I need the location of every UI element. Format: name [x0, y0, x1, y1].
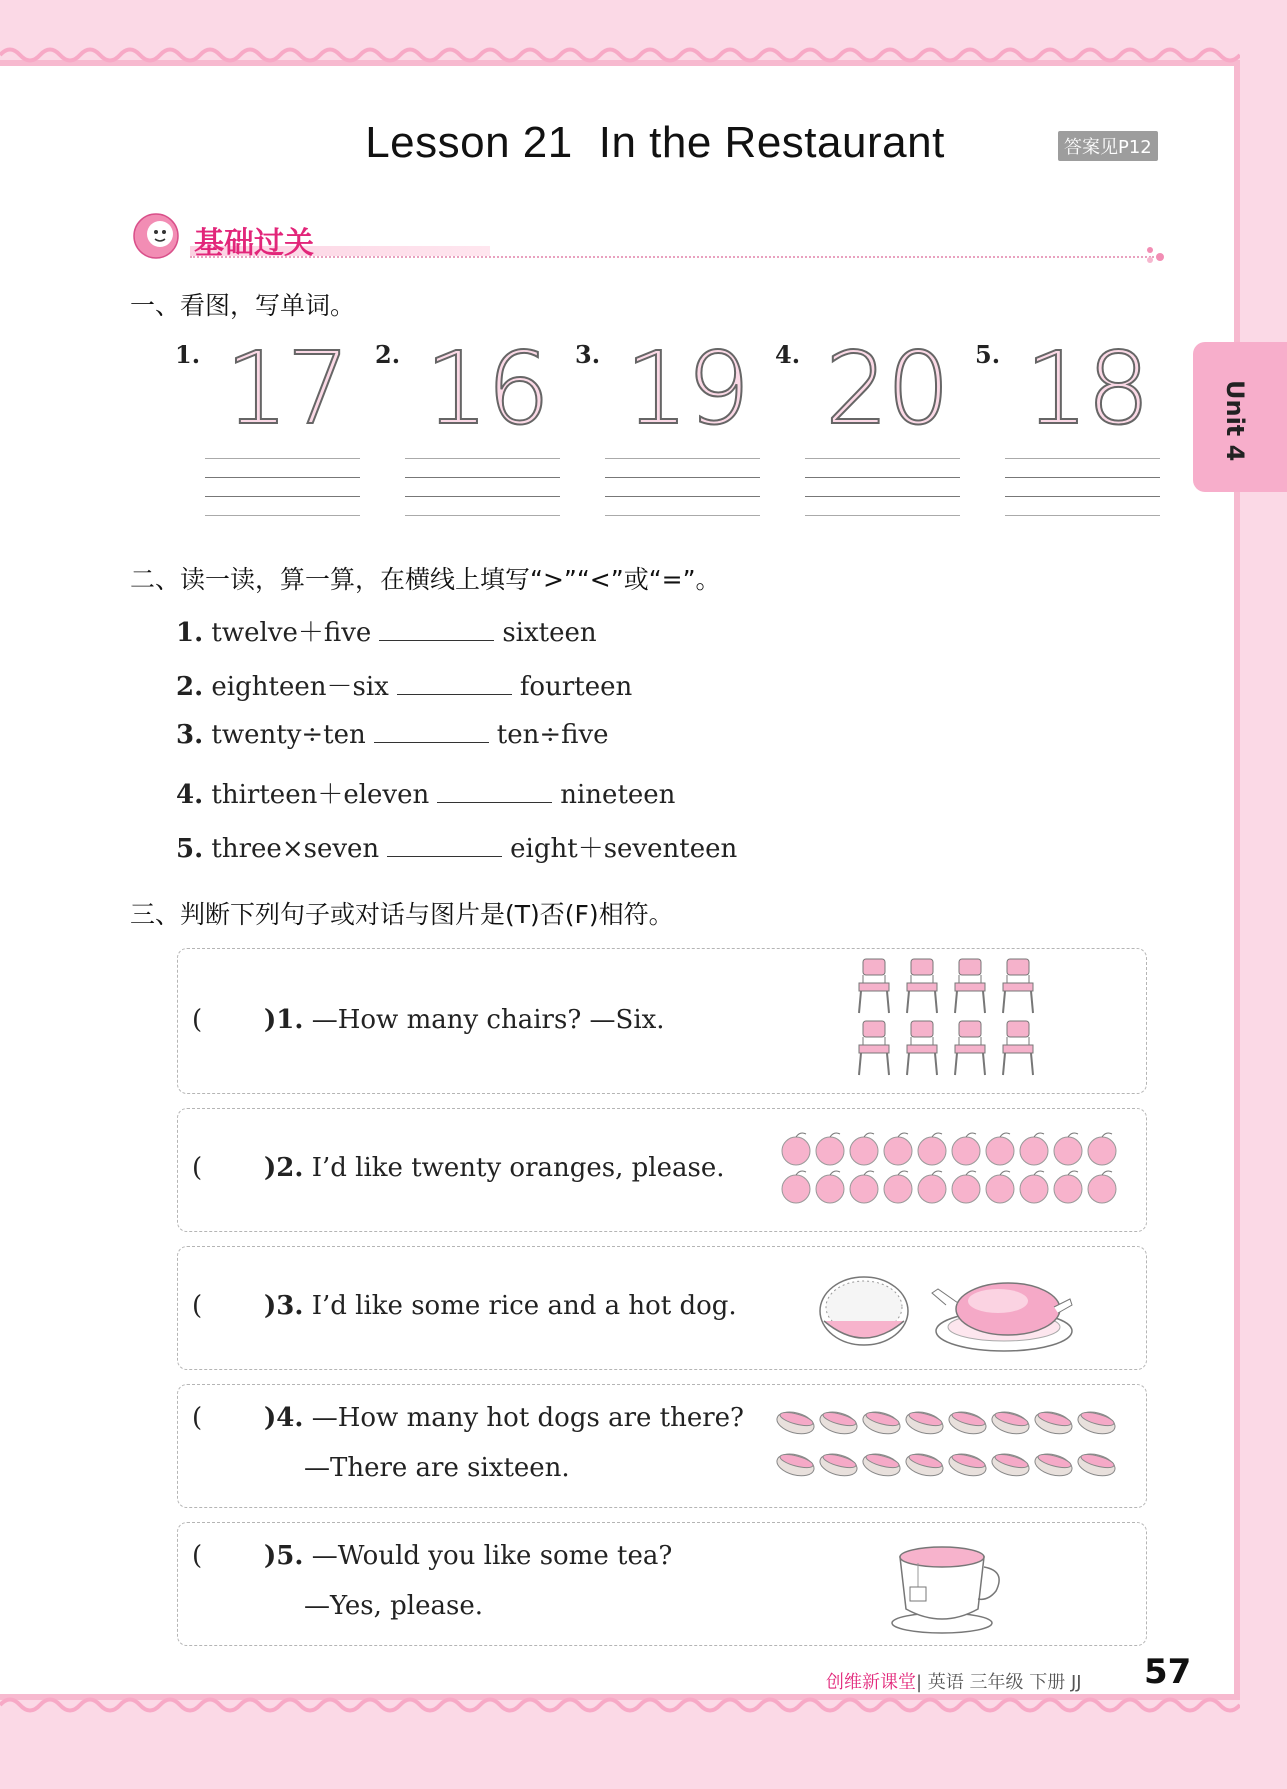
writing-lines[interactable] [405, 458, 560, 534]
answer-reference-badge: 答案见P12 [1058, 131, 1158, 161]
sentence-line: —How many hot dogs are there? [311, 1403, 744, 1433]
hot-dog-icon [1076, 1408, 1118, 1437]
hot-dog-icon [776, 1450, 816, 1479]
number-item [375, 330, 549, 530]
hot-dog-icon [776, 1408, 816, 1437]
chair-icon [907, 959, 937, 1013]
item-label: )2. [264, 1153, 304, 1183]
true-false-item [177, 1108, 1147, 1232]
chair-icon [955, 959, 985, 1013]
hot-dog-icon [947, 1450, 989, 1479]
footer-details: | 英语 三年级 下册 JJ [916, 1672, 1082, 1693]
lesson-name: In the Restaurant [598, 118, 945, 167]
outlined-number: 17 [225, 330, 349, 447]
unit-tab [1193, 342, 1287, 492]
orange-icon [1020, 1171, 1048, 1203]
answer-blank[interactable] [437, 781, 552, 803]
hot-dog-icon [990, 1450, 1032, 1479]
number-item [975, 330, 1149, 530]
calc-right: fourteen [519, 672, 633, 702]
outlined-number: 18 [1025, 330, 1149, 447]
calc-right: sixteen [502, 618, 597, 648]
hot-dog-icon [861, 1450, 903, 1479]
item-label: )5. [264, 1541, 304, 1571]
wavy-border-bottom [0, 1694, 1240, 1716]
item-label: )3. [264, 1291, 304, 1321]
orange-icon [1088, 1171, 1116, 1203]
item-sentence [264, 1403, 744, 1433]
number-item [175, 330, 349, 530]
hot-dog-icon [904, 1408, 946, 1437]
orange-icon [782, 1171, 810, 1203]
question-1-heading: 一、看图，写单词。 [130, 291, 356, 320]
footer-brand: 创维新课堂 [826, 1672, 916, 1693]
orange-icon [850, 1133, 878, 1165]
sentence-line-2: —There are sixteen. [304, 1453, 570, 1483]
orange-icon [986, 1133, 1014, 1165]
calc-item [176, 612, 737, 666]
orange-icon [952, 1171, 980, 1203]
orange-icon [816, 1171, 844, 1203]
outlined-number: 19 [625, 330, 749, 447]
chairs-icon [853, 957, 1053, 1085]
item-label: 3. [176, 720, 204, 750]
orange-icon [952, 1133, 980, 1165]
calc-left: thirteen＋eleven [211, 780, 430, 810]
question-3-heading: 三、判断下列句子或对话与图片是(T)否(F)相符。 [130, 900, 674, 929]
hot-dog-icon [947, 1408, 989, 1437]
outlined-number: 16 [425, 330, 549, 447]
true-false-item [177, 1522, 1147, 1646]
section-banner [130, 210, 1170, 260]
outlined-number: 20 [825, 330, 949, 447]
item-label: 1. [175, 340, 201, 369]
writing-lines[interactable] [205, 458, 360, 534]
item-sentence [264, 1153, 725, 1183]
chair-icon [1003, 959, 1033, 1013]
orange-icon [884, 1133, 912, 1165]
item-label: )1. [264, 1005, 304, 1035]
hot-dog-icon [990, 1408, 1032, 1437]
writing-lines[interactable] [1005, 458, 1160, 534]
orange-icon [918, 1171, 946, 1203]
orange-icon [1020, 1133, 1048, 1165]
sentence-line: —Would you like some tea? [311, 1541, 673, 1571]
page-number: 57 [1144, 1652, 1192, 1692]
oranges-icon [780, 1131, 1120, 1207]
chair-icon [859, 1021, 889, 1075]
chair-icon [955, 1021, 985, 1075]
sentence-line: I’d like some rice and a hot dog. [311, 1291, 737, 1321]
dots-icon [1144, 246, 1168, 266]
number-picture-row [175, 330, 1175, 530]
true-false-item [177, 1384, 1147, 1508]
item-label: 5. [176, 834, 204, 864]
hot-dog-icon [1076, 1450, 1118, 1479]
calc-item [176, 666, 737, 720]
item-label: 5. [975, 340, 1001, 369]
question-2-heading: 二、读一读，算一算，在横线上填写“>”“<”或“=”。 [130, 565, 721, 594]
number-item [775, 330, 949, 530]
tea-cup-icon [888, 1539, 1008, 1635]
answer-paren[interactable]: ( [192, 1005, 203, 1035]
calc-left: twelve＋five [211, 618, 372, 648]
writing-lines[interactable] [605, 458, 760, 534]
item-label: 3. [575, 340, 601, 369]
orange-icon [816, 1133, 844, 1165]
orange-icon [850, 1171, 878, 1203]
number-item [575, 330, 749, 530]
calc-left: twenty÷ten [211, 720, 366, 750]
hot-dog-icon [904, 1450, 946, 1479]
hot-dog-icon [1033, 1408, 1075, 1437]
true-false-item [177, 1246, 1147, 1370]
item-sentence [264, 1541, 672, 1571]
hot-dog-icon [818, 1450, 860, 1479]
calc-right: nineteen [560, 780, 676, 810]
hot-dogs-icon [776, 1405, 1124, 1489]
item-label: 2. [375, 340, 401, 369]
sentence-line-2: —Yes, please. [304, 1591, 484, 1621]
section-title: 基础过关 [194, 226, 314, 261]
answer-blank[interactable] [387, 835, 502, 857]
hot-dog-icon [861, 1408, 903, 1437]
orange-icon [1088, 1133, 1116, 1165]
answer-paren[interactable]: ( [192, 1291, 203, 1321]
calc-item [176, 774, 737, 828]
orange-icon [1054, 1171, 1082, 1203]
calc-right: ten÷five [496, 720, 609, 750]
answer-blank[interactable] [397, 673, 512, 695]
lesson-number: Lesson 21 [365, 118, 573, 167]
rice-and-chicken-icon [818, 1263, 1078, 1359]
orange-icon [884, 1171, 912, 1203]
item-label: 1. [176, 618, 204, 648]
answer-paren[interactable]: ( [192, 1541, 203, 1571]
answer-paren[interactable]: ( [192, 1153, 203, 1183]
item-sentence [264, 1291, 737, 1321]
calc-item [176, 720, 737, 774]
calc-left: eighteen－six [211, 672, 389, 702]
writing-lines[interactable] [805, 458, 960, 534]
unit-tab-label: Unit 4 [1221, 380, 1249, 462]
answer-blank[interactable] [379, 619, 494, 641]
item-label: )4. [264, 1403, 304, 1433]
answer-paren[interactable]: ( [192, 1403, 203, 1433]
item-label: 4. [176, 780, 204, 810]
orange-icon [782, 1133, 810, 1165]
item-label: 2. [176, 672, 204, 702]
answer-blank[interactable] [374, 721, 489, 743]
sentence-line: —How many chairs? —Six. [311, 1005, 665, 1035]
calc-right: eight＋seventeen [510, 834, 738, 864]
chair-icon [859, 959, 889, 1013]
wavy-border-top [0, 44, 1240, 66]
calc-left: three×seven [211, 834, 380, 864]
item-label: 4. [775, 340, 801, 369]
calculation-list [176, 612, 737, 882]
banner-dotted-line [190, 256, 1154, 258]
footer-info [826, 1668, 1082, 1694]
sentence-line: I’d like twenty oranges, please. [311, 1153, 725, 1183]
chair-icon [907, 1021, 937, 1075]
orange-icon [986, 1171, 1014, 1203]
orange-icon [1054, 1133, 1082, 1165]
calc-item [176, 828, 737, 882]
mascot-icon [130, 210, 186, 260]
hot-dog-icon [1033, 1450, 1075, 1479]
hot-dog-icon [818, 1408, 860, 1437]
orange-icon [918, 1133, 946, 1165]
chair-icon [1003, 1021, 1033, 1075]
item-sentence [264, 1005, 665, 1035]
true-false-item [177, 948, 1147, 1094]
